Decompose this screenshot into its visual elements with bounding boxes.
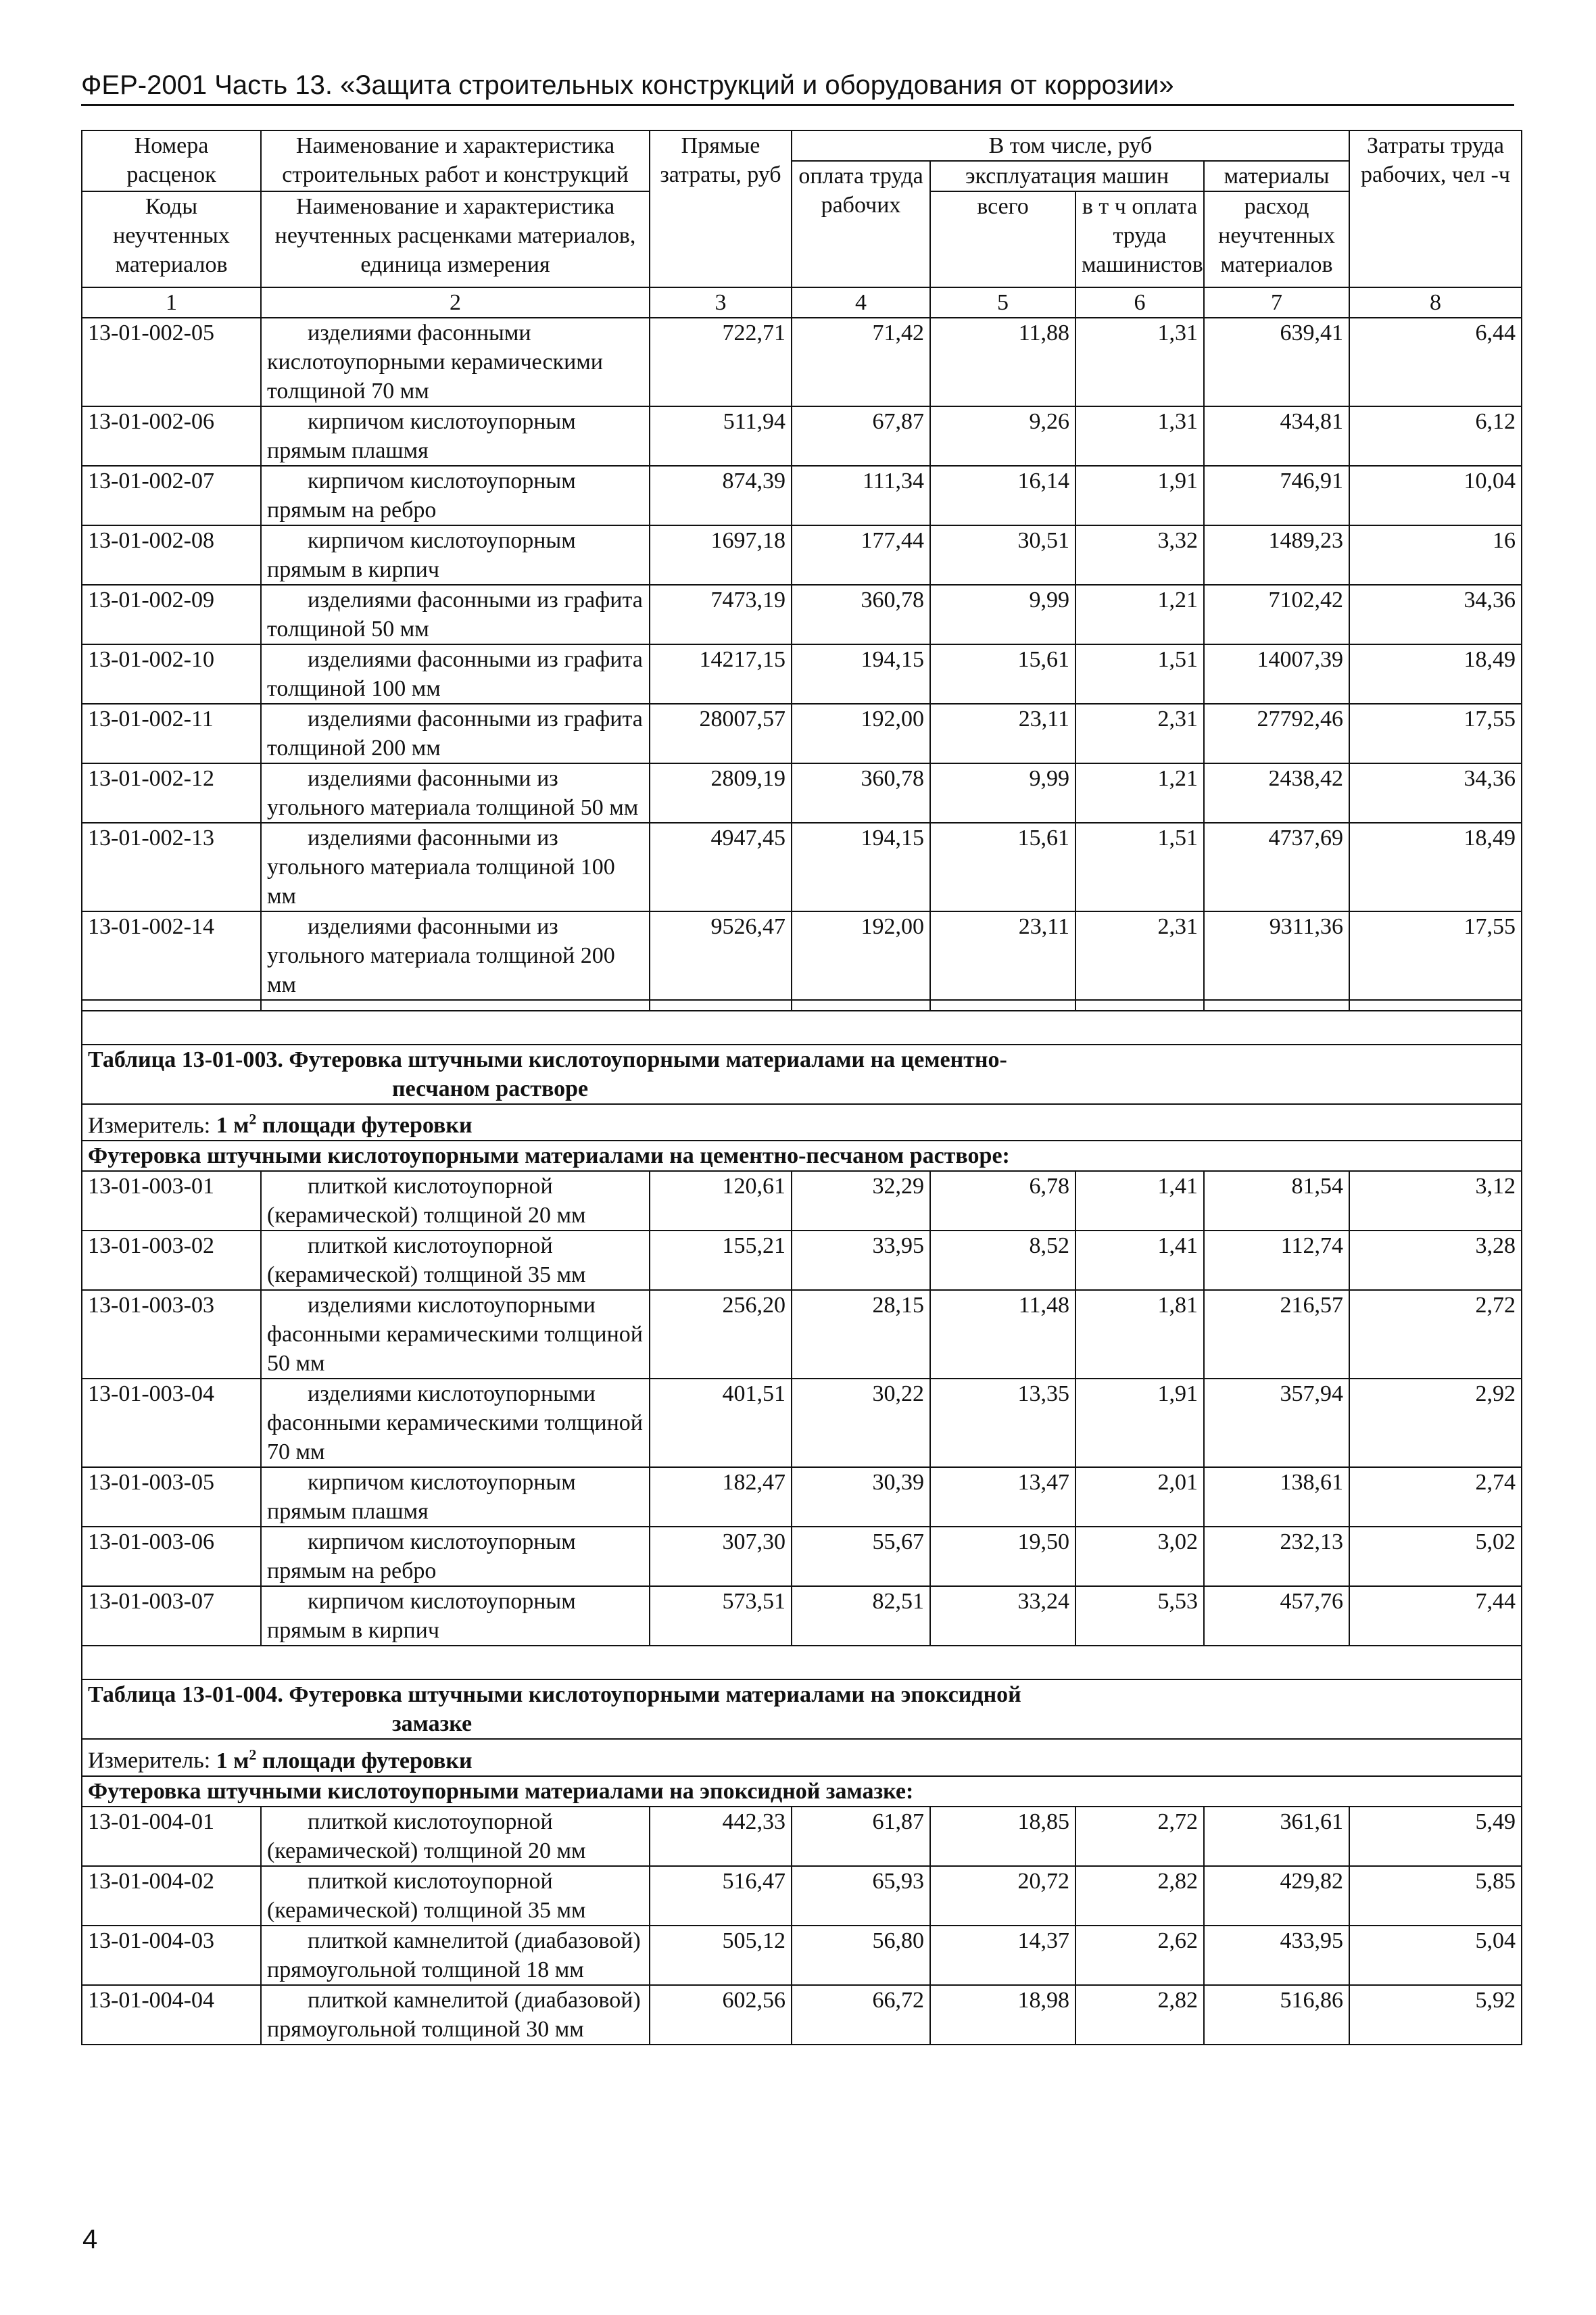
value-cell: 65,93 [792, 1866, 930, 1926]
work-description-text: изделиями фасонными из угольного материала толщиной 50 мм [267, 766, 639, 820]
value-cell: 511,94 [650, 406, 792, 466]
value-cell: 7102,42 [1204, 585, 1349, 644]
work-description-text: плиткой кислотоупорной (керамической) толщиной 20 мм [267, 1174, 586, 1228]
header-material-codes: Коды неучтенных материалов [82, 191, 261, 287]
value-cell: 17,55 [1349, 911, 1522, 1000]
table-row [82, 1926, 1522, 1985]
table-row [82, 1290, 1522, 1379]
value-cell: 61,87 [792, 1807, 930, 1866]
work-description-text: плиткой камнелитой (диабазовой) прямоугольной толщиной 18 мм [267, 1928, 641, 1982]
table-row [82, 1171, 1522, 1231]
value-cell: 112,74 [1204, 1231, 1349, 1290]
table-row [82, 644, 1522, 704]
work-description-text: плиткой кислотоупорной (керамической) толщиной 35 мм [267, 1868, 586, 1923]
value-cell: 360,78 [792, 763, 930, 823]
column-number: 2 [261, 287, 650, 318]
value-cell: 1,41 [1075, 1231, 1204, 1290]
value-cell: 6,44 [1349, 318, 1522, 406]
value-cell: 30,22 [792, 1379, 930, 1467]
value-cell: 155,21 [650, 1231, 792, 1290]
work-description-text: изделиями фасонными из угольного материала толщиной 100 мм [267, 826, 615, 909]
value-cell: 67,87 [792, 406, 930, 466]
value-cell: 2,82 [1075, 1866, 1204, 1926]
table-004-title-line1: Таблица 13-01-004. Футеровка штучными кислотоупорными материалами на эпоксидной [88, 1682, 1021, 1708]
rate-code: 13-01-003-06 [82, 1527, 261, 1586]
blank-cell [1204, 1000, 1349, 1011]
rate-code: 13-01-002-07 [82, 466, 261, 525]
table-row [82, 911, 1522, 1000]
spacer-row [82, 1646, 1522, 1679]
table-row [82, 406, 1522, 466]
value-cell: 6,12 [1349, 406, 1522, 466]
header-worker-pay: оплата труда рабочих [792, 161, 930, 287]
value-cell: 28,15 [792, 1290, 930, 1379]
table-row [82, 525, 1522, 585]
value-cell: 194,15 [792, 823, 930, 911]
work-description-text: изделиями фасонными из графита толщиной 100 мм [267, 647, 643, 701]
table-004-title-row [82, 1679, 1522, 1739]
blank-cell [792, 1000, 930, 1011]
value-cell: 1,21 [1075, 585, 1204, 644]
value-cell: 18,49 [1349, 823, 1522, 911]
work-description-text: плиткой кислотоупорной (керамической) толщиной 35 мм [267, 1233, 586, 1288]
value-cell: 1,31 [1075, 406, 1204, 466]
value-cell: 2,82 [1075, 1985, 1204, 2045]
value-cell: 33,95 [792, 1231, 930, 1290]
value-cell: 639,41 [1204, 318, 1349, 406]
rate-code: 13-01-002-11 [82, 704, 261, 763]
value-cell: 232,13 [1204, 1527, 1349, 1586]
value-cell: 9,99 [930, 763, 1075, 823]
work-description-text: изделиями фасонными из графита толщиной 50 мм [267, 588, 643, 642]
table-row [82, 1527, 1522, 1586]
rates-table [81, 130, 1522, 2045]
rate-code: 13-01-002-14 [82, 911, 261, 1000]
value-cell: 1,31 [1075, 318, 1204, 406]
value-cell: 357,94 [1204, 1379, 1349, 1467]
work-description [261, 1171, 650, 1231]
work-description-text: изделиями фасонными из графита толщиной 200 мм [267, 707, 643, 761]
column-number: 8 [1349, 287, 1522, 318]
table-003-title-line2: песчаном растворе [392, 1076, 589, 1101]
value-cell: 307,30 [650, 1527, 792, 1586]
value-cell: 5,53 [1075, 1586, 1204, 1646]
work-description [261, 823, 650, 911]
work-description [261, 1467, 650, 1527]
table-003-section-title: Футеровка штучными кислотоупорными материалами на цементно-песчаном растворе: [82, 1141, 1522, 1171]
value-cell: 1,81 [1075, 1290, 1204, 1379]
value-cell: 9,99 [930, 585, 1075, 644]
value-cell: 4737,69 [1204, 823, 1349, 911]
rate-code: 13-01-003-05 [82, 1467, 261, 1527]
value-cell: 177,44 [792, 525, 930, 585]
value-cell: 13,47 [930, 1467, 1075, 1527]
value-cell: 30,39 [792, 1467, 930, 1527]
value-cell: 14,37 [930, 1926, 1075, 1985]
value-cell: 7,44 [1349, 1586, 1522, 1646]
column-number: 7 [1204, 287, 1349, 318]
value-cell: 256,20 [650, 1290, 792, 1379]
rate-code: 13-01-004-02 [82, 1866, 261, 1926]
blank-cell [650, 1000, 792, 1011]
value-cell: 361,61 [1204, 1807, 1349, 1866]
measure-label: Измеритель: [88, 1113, 211, 1139]
value-cell: 2,92 [1349, 1379, 1522, 1467]
table-row [82, 1379, 1522, 1467]
table-004-section-row [82, 1776, 1522, 1807]
work-description [261, 525, 650, 585]
value-cell: 111,34 [792, 466, 930, 525]
blank-cell [82, 1000, 261, 1011]
value-cell: 2,31 [1075, 704, 1204, 763]
table-row [82, 466, 1522, 525]
value-cell: 434,81 [1204, 406, 1349, 466]
table-003-title-line1: Таблица 13-01-003. Футеровка штучными кислотоупорными материалами на цементно- [88, 1047, 1007, 1072]
work-description [261, 1926, 650, 1985]
measure-label: Измеритель: [88, 1748, 211, 1773]
value-cell: 82,51 [792, 1586, 930, 1646]
table-row [82, 704, 1522, 763]
value-cell: 516,47 [650, 1866, 792, 1926]
value-cell: 1,91 [1075, 466, 1204, 525]
value-cell: 2,62 [1075, 1926, 1204, 1985]
value-cell: 3,28 [1349, 1231, 1522, 1290]
value-cell: 722,71 [650, 318, 792, 406]
value-cell: 5,04 [1349, 1926, 1522, 1985]
value-cell: 9526,47 [650, 911, 792, 1000]
value-cell: 2438,42 [1204, 763, 1349, 823]
value-cell: 433,95 [1204, 1926, 1349, 1985]
value-cell: 17,55 [1349, 704, 1522, 763]
value-cell: 56,80 [792, 1926, 930, 1985]
value-cell: 516,86 [1204, 1985, 1349, 2045]
header-materials: материалы [1204, 161, 1349, 191]
value-cell: 14217,15 [650, 644, 792, 704]
value-cell: 32,29 [792, 1171, 930, 1231]
table-003-rows [82, 1171, 1522, 1646]
value-cell: 18,98 [930, 1985, 1075, 2045]
value-cell: 4947,45 [650, 823, 792, 911]
work-description [261, 911, 650, 1000]
value-cell: 9,26 [930, 406, 1075, 466]
value-cell: 192,00 [792, 911, 930, 1000]
header-row-1 [82, 130, 1522, 161]
work-description [261, 466, 650, 525]
value-cell: 66,72 [792, 1985, 930, 2045]
value-cell: 71,42 [792, 318, 930, 406]
value-cell: 14007,39 [1204, 644, 1349, 704]
value-cell: 5,85 [1349, 1866, 1522, 1926]
value-cell: 16 [1349, 525, 1522, 585]
value-cell: 194,15 [792, 644, 930, 704]
value-cell: 3,02 [1075, 1527, 1204, 1586]
value-cell: 19,50 [930, 1527, 1075, 1586]
work-description-text: изделиями кислотоупорными фасонными керамическими толщиной 50 мм [267, 1293, 643, 1377]
table-row [82, 1807, 1522, 1866]
header-machine-operation: эксплуатация машин [930, 161, 1204, 191]
value-cell: 13,35 [930, 1379, 1075, 1467]
value-cell: 15,61 [930, 644, 1075, 704]
value-cell: 120,61 [650, 1171, 792, 1231]
value-cell: 16,14 [930, 466, 1075, 525]
value-cell: 2,72 [1349, 1290, 1522, 1379]
value-cell: 34,36 [1349, 585, 1522, 644]
blank-cell [930, 1000, 1075, 1011]
work-description [261, 1290, 650, 1379]
value-cell: 18,49 [1349, 644, 1522, 704]
table-003-title-row [82, 1045, 1522, 1104]
table-004-section-title: Футеровка штучными кислотоупорными материалами на эпоксидной замазке: [82, 1776, 1522, 1807]
value-cell: 1489,23 [1204, 525, 1349, 585]
value-cell: 457,76 [1204, 1586, 1349, 1646]
work-description [261, 1527, 650, 1586]
rate-code: 13-01-003-03 [82, 1290, 261, 1379]
work-description-text: кирпичом кислотоупорным прямым плашмя [267, 1470, 576, 1525]
value-cell: 5,02 [1349, 1527, 1522, 1586]
blank-cell [261, 1000, 650, 1011]
header-operator-pay: в т ч оплата труда машинистов [1075, 191, 1204, 287]
table-002-rows [82, 318, 1522, 1011]
header-labor-costs: Затраты труда рабочих, чел -ч [1349, 130, 1522, 287]
value-cell: 746,91 [1204, 466, 1349, 525]
value-cell: 1697,18 [650, 525, 792, 585]
rate-code: 13-01-003-02 [82, 1231, 261, 1290]
value-cell: 216,57 [1204, 1290, 1349, 1379]
table-row [82, 1586, 1522, 1646]
rate-code: 13-01-004-03 [82, 1926, 261, 1985]
header-total: всего [930, 191, 1075, 287]
work-description-text: кирпичом кислотоупорным прямым на ребро [267, 1529, 576, 1584]
table-row [82, 585, 1522, 644]
column-number: 4 [792, 287, 930, 318]
work-description-text: изделиями фасонными из угольного материала толщиной 200 мм [267, 914, 615, 997]
value-cell: 20,72 [930, 1866, 1075, 1926]
work-description [261, 1807, 650, 1866]
work-description [261, 704, 650, 763]
value-cell: 7473,19 [650, 585, 792, 644]
work-description-text: кирпичом кислотоупорным прямым на ребро [267, 469, 576, 523]
value-cell: 2,72 [1075, 1807, 1204, 1866]
work-description [261, 1231, 650, 1290]
value-cell: 23,11 [930, 911, 1075, 1000]
value-cell: 429,82 [1204, 1866, 1349, 1926]
rate-code: 13-01-002-06 [82, 406, 261, 466]
value-cell: 192,00 [792, 704, 930, 763]
value-cell: 573,51 [650, 1586, 792, 1646]
table-row [82, 1231, 1522, 1290]
value-cell: 27792,46 [1204, 704, 1349, 763]
value-cell: 602,56 [650, 1985, 792, 2045]
header-material-consumption: расход неучтенных материалов [1204, 191, 1349, 287]
rate-code: 13-01-002-12 [82, 763, 261, 823]
table-row [82, 318, 1522, 406]
value-cell: 33,24 [930, 1586, 1075, 1646]
value-cell: 3,12 [1349, 1171, 1522, 1231]
value-cell: 15,61 [930, 823, 1075, 911]
table-004-rows [82, 1807, 1522, 2045]
value-cell: 5,92 [1349, 1985, 1522, 2045]
work-description-text: кирпичом кислотоупорным прямым плашмя [267, 409, 576, 463]
value-cell: 9311,36 [1204, 911, 1349, 1000]
value-cell: 2809,19 [650, 763, 792, 823]
work-description [261, 1586, 650, 1646]
page-number: 4 [82, 2224, 98, 2254]
rate-code: 13-01-002-09 [82, 585, 261, 644]
value-cell: 8,52 [930, 1231, 1075, 1290]
rate-code: 13-01-004-04 [82, 1985, 261, 2045]
value-cell: 2,31 [1075, 911, 1204, 1000]
column-number: 5 [930, 287, 1075, 318]
table-row [82, 763, 1522, 823]
table-row [82, 1866, 1522, 1926]
value-cell: 81,54 [1204, 1171, 1349, 1231]
work-description [261, 644, 650, 704]
value-cell: 3,32 [1075, 525, 1204, 585]
work-description [261, 1985, 650, 2045]
blank-cell [1349, 1000, 1522, 1011]
page-header: ФЕР-2001 Часть 13. «Защита строительных конструкций и оборудования от коррозии» [81, 69, 1514, 106]
table-003-section-row [82, 1141, 1522, 1171]
value-cell: 360,78 [792, 585, 930, 644]
blank-row [82, 1000, 1522, 1011]
header-material-name: Наименование и характеристика неучтенных расценками материалов, единица измерения [261, 191, 650, 287]
rate-code: 13-01-002-05 [82, 318, 261, 406]
work-description-text: изделиями фасонными кислотоупорными керамическими толщиной 70 мм [267, 320, 604, 404]
value-cell: 1,41 [1075, 1171, 1204, 1231]
work-description [261, 318, 650, 406]
header-including: В том числе, руб [792, 130, 1349, 161]
value-cell: 1,51 [1075, 644, 1204, 704]
table-row [82, 1467, 1522, 1527]
table-003-heading [82, 1011, 1522, 1171]
table-row [82, 823, 1522, 911]
rate-code: 13-01-002-08 [82, 525, 261, 585]
value-cell: 442,33 [650, 1807, 792, 1866]
value-cell: 138,61 [1204, 1467, 1349, 1527]
value-cell: 28007,57 [650, 704, 792, 763]
rate-code: 13-01-004-01 [82, 1807, 261, 1866]
column-numbers-row [82, 287, 1522, 318]
rate-code: 13-01-002-13 [82, 823, 261, 911]
value-cell: 18,85 [930, 1807, 1075, 1866]
work-description-text: кирпичом кислотоупорным прямым в кирпич [267, 1589, 576, 1644]
value-cell: 874,39 [650, 466, 792, 525]
value-cell: 11,88 [930, 318, 1075, 406]
rate-code: 13-01-003-01 [82, 1171, 261, 1231]
spacer-row [82, 1011, 1522, 1045]
rate-code: 13-01-003-04 [82, 1379, 261, 1467]
value-cell: 11,48 [930, 1290, 1075, 1379]
work-description [261, 1866, 650, 1926]
value-cell: 1,51 [1075, 823, 1204, 911]
rate-code: 13-01-003-07 [82, 1586, 261, 1646]
table-004-heading [82, 1646, 1522, 1806]
work-description-text: кирпичом кислотоупорным прямым в кирпич [267, 528, 576, 582]
value-cell: 2,74 [1349, 1467, 1522, 1527]
work-description [261, 1379, 650, 1467]
table-004-title-line2: замазке [392, 1711, 473, 1737]
value-cell: 5,49 [1349, 1807, 1522, 1866]
work-description-text: изделиями кислотоупорными фасонными керамическими толщиной 70 мм [267, 1381, 643, 1465]
work-description-text: плиткой камнелитой (диабазовой) прямоугольной толщиной 30 мм [267, 1987, 641, 2042]
work-description-text: плиткой кислотоупорной (керамической) толщиной 20 мм [267, 1809, 586, 1863]
work-description [261, 406, 650, 466]
value-cell: 2,01 [1075, 1467, 1204, 1527]
measure-value: 1 $м^2$ площади футеровки [216, 1111, 473, 1139]
header-direct-costs: Прямые затраты, руб [650, 130, 792, 287]
column-number: 1 [82, 287, 261, 318]
value-cell: 34,36 [1349, 763, 1522, 823]
header-work-name: Наименование и характеристика строительных работ и конструкций [261, 130, 650, 191]
value-cell: 6,78 [930, 1171, 1075, 1231]
column-number: 3 [650, 287, 792, 318]
table-row [82, 1985, 1522, 2045]
table-003-measure-row [82, 1104, 1522, 1141]
value-cell: 23,11 [930, 704, 1075, 763]
table-004-measure-row [82, 1739, 1522, 1775]
value-cell: 10,04 [1349, 466, 1522, 525]
blank-cell [1075, 1000, 1204, 1011]
column-number: 6 [1075, 287, 1204, 318]
measure-value: 1 $м^2$ площади футеровки [216, 1746, 473, 1773]
header-rate-numbers: Номера расценок [82, 130, 261, 191]
work-description [261, 585, 650, 644]
value-cell: 30,51 [930, 525, 1075, 585]
value-cell: 1,21 [1075, 763, 1204, 823]
value-cell: 182,47 [650, 1467, 792, 1527]
rate-code: 13-01-002-10 [82, 644, 261, 704]
value-cell: 1,91 [1075, 1379, 1204, 1467]
work-description [261, 763, 650, 823]
value-cell: 401,51 [650, 1379, 792, 1467]
value-cell: 55,67 [792, 1527, 930, 1586]
value-cell: 505,12 [650, 1926, 792, 1985]
